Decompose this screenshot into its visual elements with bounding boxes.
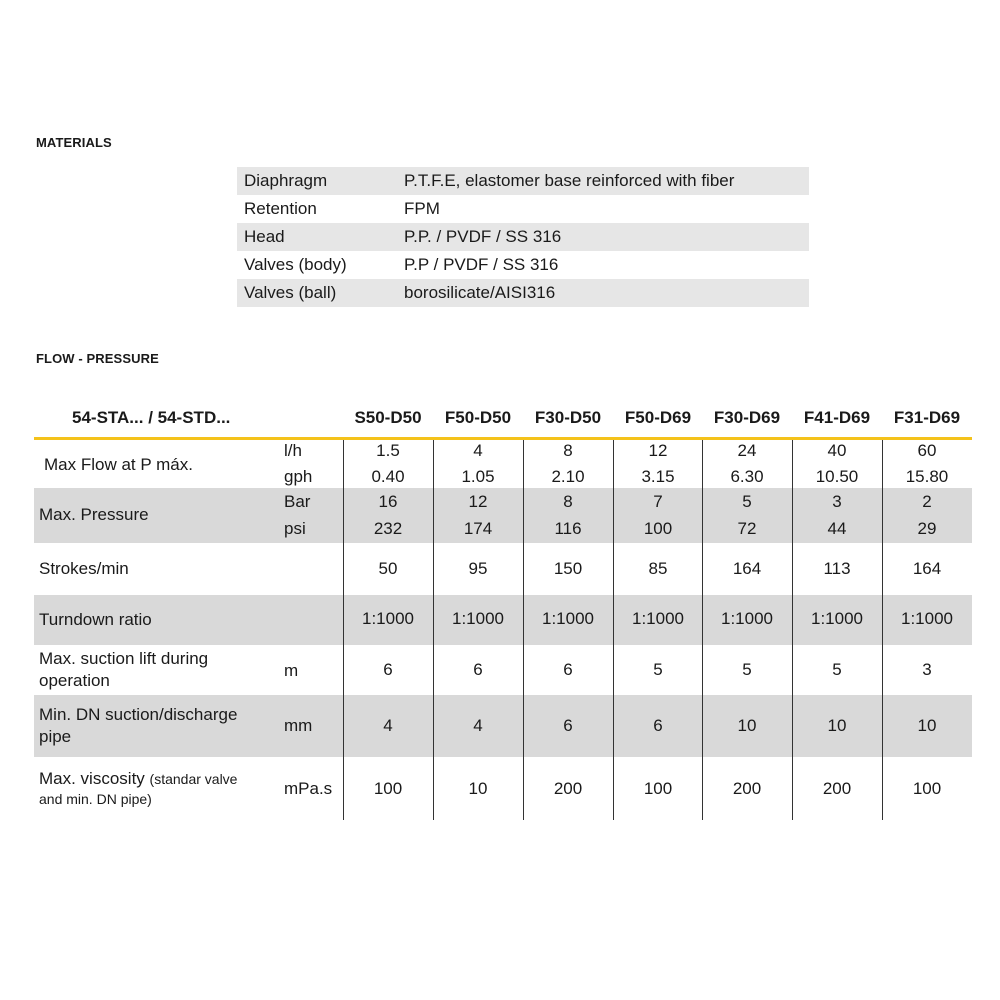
table-cell-value: 0.40 [371, 467, 405, 486]
table-cell-value: 116 [554, 519, 582, 538]
materials-table [237, 167, 809, 307]
row-label: Strokes/min [39, 559, 129, 578]
table-cell-value: 4 [383, 716, 393, 735]
table-cell-value: 8 [563, 441, 573, 460]
table-cell-value: 174 [463, 519, 493, 538]
column-header-model: F30-D50 [534, 408, 602, 427]
column-header-model: F31-D69 [893, 408, 961, 427]
unit-label: m [284, 661, 299, 680]
table-cell-value: 6 [563, 660, 573, 679]
table-cell-value: 10 [917, 716, 937, 735]
column-divider [792, 440, 793, 820]
table-cell-value: 2 [922, 492, 932, 511]
materials-row [237, 223, 809, 251]
row-label-line2: operation [39, 671, 110, 690]
table-cell-value: 12 [468, 492, 488, 511]
column-divider [702, 440, 703, 820]
table-cell-value: 10 [737, 716, 757, 735]
materials-row [237, 279, 809, 307]
material-part: Retention [244, 199, 317, 218]
table-cell-value: 24 [737, 441, 757, 460]
table-cell-value: 6 [383, 660, 393, 679]
material-value: P.T.F.E, elastomer base reinforced with fiber [397, 167, 809, 195]
row-label-main: Max. viscosity [39, 769, 145, 788]
row-label-note-line2: and min. DN pipe) [39, 791, 152, 807]
table-cell-value: 6 [653, 716, 663, 735]
table-cell-value: 44 [827, 519, 847, 538]
table-cell-value: 50 [378, 559, 398, 578]
table-cell-value: 1:1000 [632, 609, 684, 628]
column-divider [343, 440, 344, 820]
row-min-dn [34, 695, 972, 757]
row-strokes [34, 543, 972, 595]
material-value: FPM [404, 199, 440, 218]
row-label-line2: pipe [39, 727, 72, 746]
table-cell-value: 85 [648, 559, 668, 578]
table-cell-value: 5 [742, 660, 752, 679]
table-cell-value: 200 [732, 779, 762, 798]
table-cell-value: 29 [917, 519, 937, 538]
materials-row [237, 251, 809, 279]
column-header-model: F30-D69 [713, 408, 781, 427]
table-cell-value: 1:1000 [811, 609, 863, 628]
table-cell-value: 40 [827, 441, 847, 460]
row-viscosity [34, 757, 972, 820]
row-max-pressure [34, 488, 972, 543]
table-cell-value: 1:1000 [721, 609, 773, 628]
column-header-model: F41-D69 [803, 408, 871, 427]
table-cell-value: 5 [742, 492, 752, 511]
table-cell-value: 3 [832, 492, 842, 511]
table-cell-value: 10 [468, 779, 488, 798]
material-part: Head [237, 223, 397, 251]
table-cell-value: 164 [732, 559, 762, 578]
row-label-line1: Min. DN suction/discharge [39, 705, 238, 724]
table-cell-value: 164 [912, 559, 942, 578]
table-cell-value: 6 [473, 660, 483, 679]
table-cell-value: 60 [917, 441, 937, 460]
table-cell-value: 10.50 [815, 467, 859, 486]
unit-label: Bar [284, 492, 311, 511]
table-cell-value: 100 [643, 519, 673, 538]
row-suction-lift [34, 645, 972, 695]
table-cell-value: 1.5 [376, 441, 400, 460]
column-header-model: F50-D69 [624, 408, 692, 427]
unit-label: l/h [284, 441, 302, 460]
table-cell-value: 100 [373, 779, 403, 798]
unit-label: mm [284, 716, 313, 735]
materials-row [237, 167, 809, 195]
table-cell-value: 5 [832, 660, 842, 679]
table-cell-value: 3 [922, 660, 932, 679]
table-cell-value: 95 [468, 559, 488, 578]
table-cell-value: 16 [378, 492, 398, 511]
column-divider [613, 440, 614, 820]
column-divider [882, 440, 883, 820]
row-label: Max Flow at P máx. [44, 455, 193, 474]
material-value: borosilicate/AISI316 [397, 279, 809, 307]
material-part: Valves (ball) [237, 279, 397, 307]
table-cell-value: 5 [653, 660, 663, 679]
table-cell-value: 1:1000 [901, 609, 953, 628]
table-cell-value: 100 [643, 779, 673, 798]
row-label [39, 704, 237, 748]
flow-pressure-table [34, 400, 972, 820]
table-cell-value: 200 [822, 779, 852, 798]
table-header [34, 400, 972, 440]
material-part: Valves (body) [244, 255, 347, 274]
unit-label: gph [284, 467, 313, 486]
table-cell-value: 7 [653, 492, 663, 511]
table-cell-value: 10 [827, 716, 847, 735]
table-cell-value: 1.05 [461, 467, 495, 486]
table-cell-value: 3.15 [641, 467, 675, 486]
column-divider [523, 440, 524, 820]
table-cell-value: 1:1000 [362, 609, 414, 628]
unit-label: psi [284, 519, 306, 538]
materials-row [237, 195, 809, 223]
row-label: Max. Pressure [39, 505, 149, 524]
table-cell-value: 72 [737, 519, 757, 538]
column-divider [433, 440, 434, 820]
row-max-flow [34, 440, 972, 488]
row-label-line1: Max. suction lift during [39, 649, 209, 668]
flow-pressure-section-title: FLOW - PRESSURE [36, 351, 159, 366]
table-cell-value: 4 [473, 716, 483, 735]
table-cell-value: 150 [553, 559, 583, 578]
table-cell-value: 15.80 [905, 467, 949, 486]
column-header-model: S50-D50 [354, 408, 422, 427]
table-cell-value: 200 [553, 779, 583, 798]
material-part: Diaphragm [237, 167, 397, 195]
table-cell-value: 6.30 [730, 467, 764, 486]
column-header-model: F50-D50 [444, 408, 512, 427]
unit-label: mPa.s [284, 779, 333, 798]
table-cell-value: 2.10 [551, 467, 585, 486]
table-cell-value: 100 [912, 779, 942, 798]
table-cell-value: 12 [648, 441, 668, 460]
table-cell-value: 6 [563, 716, 573, 735]
table-cell-value: 1:1000 [452, 609, 504, 628]
table-cell-value: 1:1000 [542, 609, 594, 628]
table-cell-value: 232 [373, 519, 403, 538]
material-value: P.P / PVDF / SS 316 [404, 255, 559, 274]
material-value: P.P. / PVDF / SS 316 [397, 223, 809, 251]
series-name: 54-STA... / 54-STD... [72, 408, 231, 427]
table-cell-value: 4 [473, 441, 483, 460]
row-label [39, 648, 208, 692]
table-cell-value: 8 [563, 492, 573, 511]
row-turndown [34, 595, 972, 645]
row-label-note-line1: (standar valve [149, 771, 238, 787]
materials-section-title: MATERIALS [36, 135, 112, 150]
row-label [39, 769, 237, 809]
table-cell-value: 113 [823, 559, 851, 578]
row-label: Turndown ratio [39, 610, 152, 629]
